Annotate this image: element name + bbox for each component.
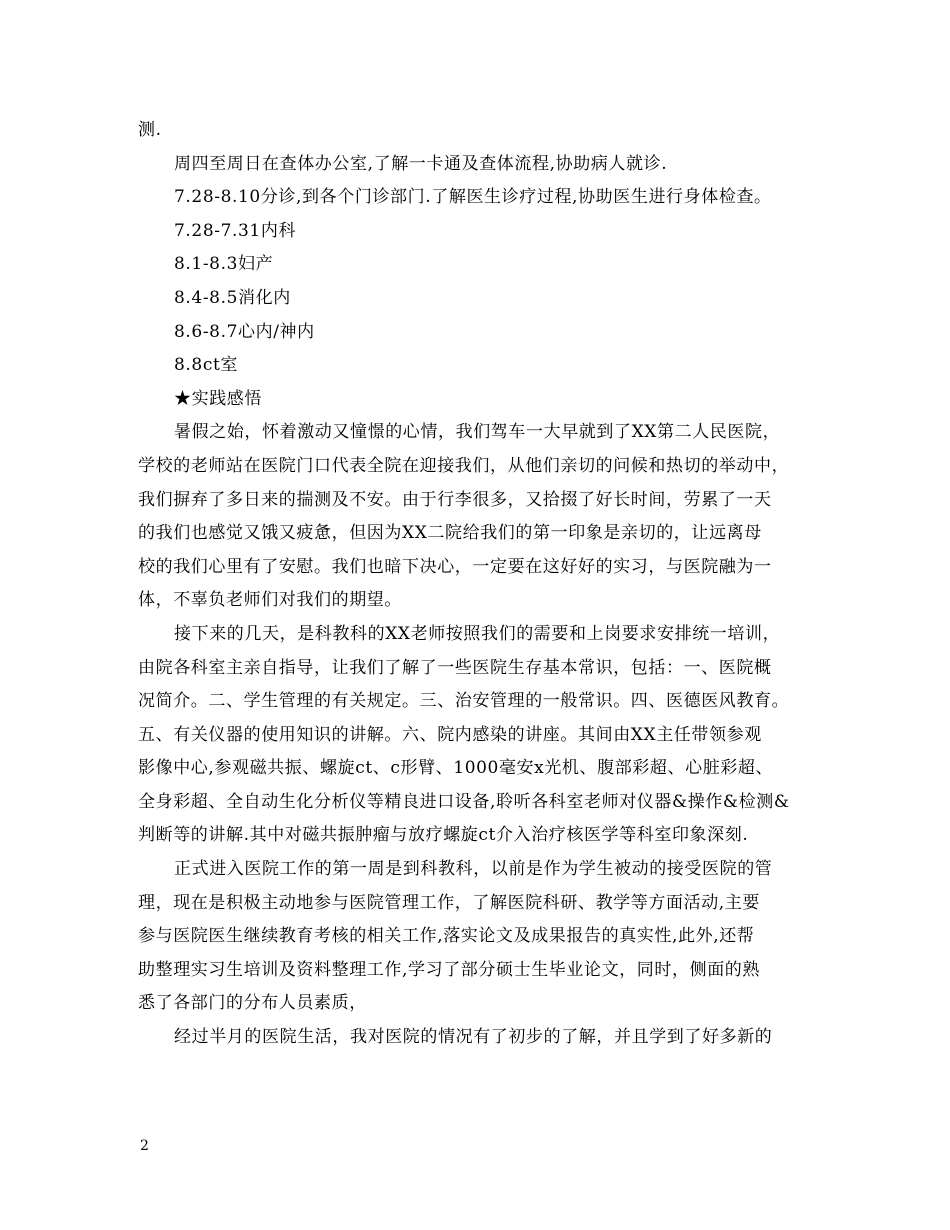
text-line: 周四至周日在查体办公室,了解一卡通及查体流程,协助病人就诊. [174, 153, 668, 174]
text-line: 的我们也感觉又饿又疲惫，但因为XX二院给我们的第一印象是亲切的，让远离母 [138, 523, 762, 544]
text-line: 8.4-8.5消化内 [174, 287, 291, 308]
text-line: 判断等的讲解.其中对磁共振肿瘤与放疗螺旋ct介入治疗核医学等科室印象深刻. [138, 825, 749, 846]
text-line: 理，现在是积极主动地参与医院管理工作，了解医院科研、教学等方面活动,主要 [138, 892, 761, 913]
text-line: 校的我们心里有了安慰。我们也暗下决心，一定要在这好好的实习，与医院融为一 [138, 556, 772, 577]
text-line: 影像中心,参观磁共振、螺旋ct、c形臂、1000毫安x光机、腹部彩超、心脏彩超、 [138, 758, 774, 779]
text-line: 7.28-7.31内科 [174, 220, 297, 241]
text-line: 经过半月的医院生活，我对医院的情况有了初步的了解，并且学到了好多新的 [174, 1027, 773, 1048]
document-body [138, 114, 828, 1055]
text-line: 学校的老师站在医院门口代表全院在迎接我们，从他们亲切的问候和热切的举动中， [138, 455, 790, 476]
text-line: 8.1-8.3妇产 [174, 254, 274, 275]
text-line: 接下来的几天，是科教科的XX老师按照我们的需要和上岗要求安排统一培训， [174, 623, 781, 644]
text-line: 由院各科室主亲自指导，让我们了解了一些医院生存基本常识，包括：一、医院概 [138, 657, 772, 678]
text-line: 8.6-8.7心内/神内 [174, 321, 315, 342]
text-line: 体，不辜负老师们对我们的期望。 [138, 590, 402, 611]
text-line: 助整理实习生培训及资料整理工作,学习了部分硕士生毕业论文，同时，侧面的熟 [138, 959, 761, 980]
text-line: 全身彩超、全自动生化分析仪等精良进口设备,聆听各科室老师对仪器&操作&检测& [138, 791, 790, 812]
text-line: 测. [138, 120, 162, 140]
text-line: 正式进入医院工作的第一周是到科教科，以前是作为学生被动的接受医院的管 [174, 859, 773, 880]
text-line: 暑假之始，怀着激动又憧憬的心情，我们驾车一大早就到了XX第二人民医院， [174, 422, 781, 443]
text-line: 悉了各部门的分布人员素质， [138, 993, 367, 1014]
text-line: 我们摒弃了多日来的揣测及不安。由于行李很多，又拾掇了好长时间，劳累了一天 [138, 489, 772, 510]
text-line: 况简介。二、学生管理的有关规定。三、治安管理的一般常识。四、医德医风教育。 [138, 691, 790, 712]
text-line: 五、有关仪器的使用知识的讲解。六、院内感染的讲座。其间由XX主任带领参观 [138, 724, 762, 745]
text-line: 7.28-8.10分诊,到各个门诊部门.了解医生诊疗过程,协助医生进行身体检查。 [174, 187, 772, 208]
text-line: ★实践感悟 [174, 388, 262, 409]
text-line: 8.8ct室 [174, 355, 238, 376]
page-number: 2 [140, 1138, 149, 1154]
text-line: 参与医院医生继续教育考核的相关工作,落实论文及成果报告的真实性,此外,还帮 [138, 926, 755, 947]
